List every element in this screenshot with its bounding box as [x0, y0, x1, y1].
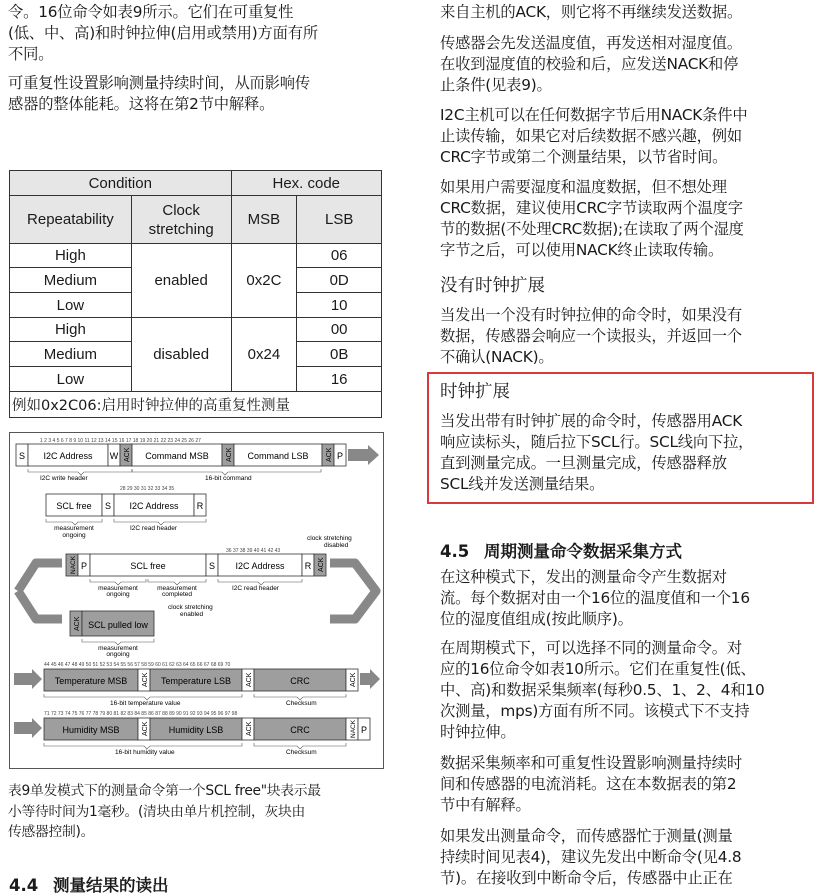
stop-label: P: [336, 451, 344, 461]
right-para-8: [440, 638, 812, 743]
meas-label: ongoing: [62, 532, 86, 539]
cell-rep: High: [10, 318, 132, 342]
clock-line-1: Clock: [162, 201, 200, 219]
text-line: I2C主机可以在任何数据字节后用NACK条件中: [440, 106, 748, 124]
text-line: 止读传输，如果它对后续数据不感兴趣，例如: [440, 127, 742, 145]
brace-label: 16-bit command: [205, 475, 252, 482]
cell-rep: Low: [10, 293, 132, 318]
table-col-clock: [131, 196, 231, 244]
text-line: SCL线并发送测量结果。: [440, 475, 605, 493]
arrow-right-icon: [360, 669, 380, 689]
section-title: 测量结果的读出: [53, 876, 169, 895]
start-label: S: [208, 561, 216, 571]
temp-msb-label: Temperature MSB: [54, 676, 128, 686]
section-number: 4.4: [9, 876, 39, 895]
text-line: 数据采集频率和可重复性设置影响测量持续时: [440, 754, 742, 772]
text-line: 节中有解释。: [440, 796, 531, 814]
left-para-2: [8, 73, 398, 115]
text-line: 在这种模式下，发出的测量命令产生数据对: [440, 568, 727, 586]
ack-label: ACK: [142, 672, 149, 687]
text-line: 在收到湿度值的校验和后，应发送NACK和停: [440, 55, 739, 73]
text-line: 止条件(见表9)。: [440, 76, 552, 94]
cell-rep: Medium: [10, 268, 132, 293]
read-label: R: [304, 561, 312, 571]
meas-label: measurement: [54, 525, 94, 532]
text-line: 数据，传感器会响应一个读报头，并返回一个: [440, 327, 742, 345]
text-line: 感器的整体能耗。这将在第2节中解释。: [8, 95, 275, 113]
table-header-condition: Condition: [10, 171, 232, 196]
command-table: [9, 170, 382, 418]
table-col-lsb: LSB: [297, 196, 382, 244]
meas-label: completed: [162, 591, 192, 598]
clock-line-2: stretching: [148, 220, 214, 238]
right-para-10: [440, 826, 812, 889]
table-header-hex: Hex. code: [231, 171, 381, 196]
cell-rep: Medium: [10, 342, 132, 367]
text-line: 来自主机的ACK，则它将不再继续发送数据。: [440, 3, 743, 21]
text-line: 如果发出测量命令，而传感器忙于测量(测量: [440, 827, 733, 845]
text-line: 位的湿度值组成(按此顺序)。: [440, 610, 633, 628]
nack-label: NACK: [350, 719, 357, 738]
cell-rep: High: [10, 244, 132, 268]
cs-enabled-label: enabled: [180, 611, 204, 618]
ack-label: ACK: [226, 447, 233, 462]
scl-free-label: SCL free: [130, 561, 166, 571]
meas-label: measurement: [98, 645, 138, 652]
text-line: 中、高)和数据采集频率(每秒0.5、1、2、4和10: [440, 681, 765, 699]
text-line: 可重复性设置影响测量持续时间，从而影响传: [8, 74, 310, 92]
text-line: 不确认(NACK)。: [440, 348, 554, 366]
timing-diagram: [9, 432, 384, 769]
crc-label: CRC: [290, 676, 310, 686]
ack-label: ACK: [142, 721, 149, 736]
read-label: R: [196, 501, 204, 511]
text-line: 令。16位命令如表9所示。它们在可重复性: [8, 3, 294, 21]
brace-label: 16-bit temperature value: [110, 700, 181, 707]
addr-label: I2C Address: [129, 501, 179, 511]
ack-label: ACK: [124, 447, 131, 462]
cs-enabled-label: clock stretching: [168, 604, 213, 611]
cs-disabled-label: disabled: [324, 542, 349, 549]
cmd-lsb-label: Command LSB: [247, 451, 309, 461]
temp-lsb-label: Temperature LSB: [160, 676, 232, 686]
table-col-msb: MSB: [231, 196, 297, 244]
bit-numbers: 71 72 73 74 75 76 77 78 79 80 81 82 83 84 85 86 87 88 89 90 91 92 93 94 95 96 97 98: [44, 711, 238, 717]
cell-msb: 0x24: [231, 318, 297, 392]
section-4-5-heading: [440, 538, 812, 562]
scl-low-label: SCL pulled low: [88, 620, 148, 630]
text-line: CRC数据，建议使用CRC字节读取两个温度字: [440, 199, 743, 217]
text-line: 持续时间见表4)，建议先发出中断命令(见4.8: [440, 848, 742, 866]
hum-lsb-label: Humidity LSB: [168, 725, 224, 735]
ack-label: ACK: [246, 672, 253, 687]
right-para-1: [440, 2, 812, 23]
arrow-right-icon: [348, 445, 379, 465]
meas-label: measurement: [98, 585, 138, 592]
ack-label: ACK: [318, 557, 325, 572]
ack-label: ACK: [326, 447, 333, 462]
brace-label: Checksum: [286, 749, 317, 756]
right-para-5: [440, 305, 812, 368]
cell-lsb: 0D: [297, 268, 382, 293]
cell-lsb: 06: [297, 244, 382, 268]
text-line: 不同。: [8, 45, 54, 63]
right-para-9: [440, 753, 812, 816]
crc-label: CRC: [290, 725, 310, 735]
brace-label: I2C write header: [40, 475, 88, 482]
text-line: 在周期模式下，可以选择不同的测量命令。对: [440, 639, 742, 657]
text-line: 流。每个数据对由一个16位的温度值和一个16: [440, 589, 750, 607]
text-line: 字节之后，可以使用NACK终止读取传输。: [440, 241, 724, 259]
bit-numbers: 36 37 38 39 40 41 42 43: [226, 548, 281, 554]
ack-label: ACK: [74, 616, 81, 631]
brace-label: Checksum: [286, 700, 317, 707]
ack-label: ACK: [246, 721, 253, 736]
table-col-repeatability: Repeatability: [10, 196, 132, 244]
arrow-right-icon: [14, 669, 42, 689]
meas-label: ongoing: [106, 651, 130, 658]
text-line: 如果用户需要湿度和温度数据，但不想处理: [440, 178, 727, 196]
text-line: (低、中、高)和时钟拉伸(启用或禁用)方面有所: [8, 24, 318, 42]
text-line: 节)。在接收到中断命令后，传感器中止正在: [440, 869, 733, 887]
brace-label: I2C read header: [232, 585, 279, 592]
heading-no-clock-stretch: 没有时钟扩展: [440, 276, 545, 296]
ack-label: ACK: [350, 672, 357, 687]
hum-msb-label: Humidity MSB: [62, 725, 120, 735]
stop-label: P: [360, 725, 368, 735]
text-line: 传感器会先发送温度值，再发送相对湿度值。: [440, 34, 742, 52]
timing-diagram-svg: [10, 433, 383, 768]
diagram-caption: [8, 781, 393, 843]
bit-numbers: 28 29 30 31 32 33 34 35: [120, 486, 175, 492]
text-line: 当发出带有时钟扩展的命令时，传感器用ACK: [440, 412, 743, 430]
section-number: 4.5: [440, 542, 470, 561]
text-line: 次测量，mps)方面有所不同。该模式下不支持: [440, 702, 750, 720]
right-para-3: [440, 105, 812, 168]
text-line: 当发出一个没有时钟拉伸的命令时，如果没有: [440, 306, 742, 324]
bit-numbers: 1 2 3 4 5 6 7 8 9 10 11 12 13 14 15 16 17 18 19 20 21 22 23 24 25 26 27: [40, 438, 201, 444]
start-label: S: [104, 501, 112, 511]
table-row: [10, 318, 382, 342]
section-title: 周期测量命令数据采集方式: [484, 542, 682, 561]
brace-label: I2C read header: [130, 525, 177, 532]
cell-stretch: disabled: [131, 318, 231, 392]
text-line: 时钟拉伸。: [440, 723, 516, 741]
cell-lsb: 10: [297, 293, 382, 318]
text-line: 直到测量完成。一旦测量完成，传感器释放: [440, 454, 727, 472]
meas-label: measurement: [157, 585, 197, 592]
merge-arrow-icon: [330, 563, 376, 619]
table-example: 例如0x2C06:启用时钟拉伸的高重复性测量: [10, 392, 382, 418]
addr-label: I2C Address: [43, 451, 93, 461]
right-para-7: [440, 567, 812, 630]
addr-label: I2C Address: [235, 561, 285, 571]
caption-line: 小等待时间为1毫秒。(清块由单片机控制，灰块由: [8, 803, 305, 820]
text-line: 响应读标头，随后拉下SCL行。SCL线向下拉，: [440, 433, 754, 451]
right-para-6: [440, 411, 812, 495]
text-line: CRC字节或第二个测量结果，以节省时间。: [440, 148, 728, 166]
cmd-msb-label: Command MSB: [145, 451, 209, 461]
meas-label: ongoing: [106, 591, 130, 598]
section-4-4-heading: [9, 872, 389, 896]
cell-lsb: 00: [297, 318, 382, 342]
cell-lsb: 0B: [297, 342, 382, 367]
branch-arrow-icon: [18, 563, 62, 619]
brace-label: 16-bit humidity value: [115, 749, 175, 756]
bit-numbers: 44 45 46 47 48 49 50 51 52 53 54 55 56 57 58 59 60 61 62 63 64 65 66 67 68 69 70: [44, 662, 231, 668]
caption-line: 表9单发模式下的测量命令第一个SCL free"块表示最: [8, 783, 321, 799]
cell-msb: 0x2C: [231, 244, 297, 318]
start-label: S: [18, 451, 26, 461]
arrow-right-icon: [14, 718, 42, 738]
scl-free-label: SCL free: [56, 501, 92, 511]
text-line: 应的16位命令如表10所示。它们在重复性(低、: [440, 660, 756, 678]
left-para-1: [8, 2, 398, 65]
heading-clock-stretch: 时钟扩展: [440, 382, 510, 402]
stop-label: P: [80, 561, 88, 571]
write-label: W: [109, 451, 119, 461]
right-para-4: [440, 177, 812, 261]
cell-lsb: 16: [297, 367, 382, 392]
table-row: [10, 244, 382, 268]
cell-stretch: enabled: [131, 244, 231, 318]
text-line: 间和传感器的电流消耗。这在本数据表的第2: [440, 775, 737, 793]
right-para-2: [440, 33, 812, 96]
nack-label: NACK: [70, 555, 77, 574]
caption-line: 传感器控制)。: [8, 824, 95, 840]
cell-rep: Low: [10, 367, 132, 392]
text-line: 节的数据(不处理CRC数据);在读取了两个湿度: [440, 220, 744, 238]
cs-disabled-label: clock stretching: [307, 535, 352, 542]
